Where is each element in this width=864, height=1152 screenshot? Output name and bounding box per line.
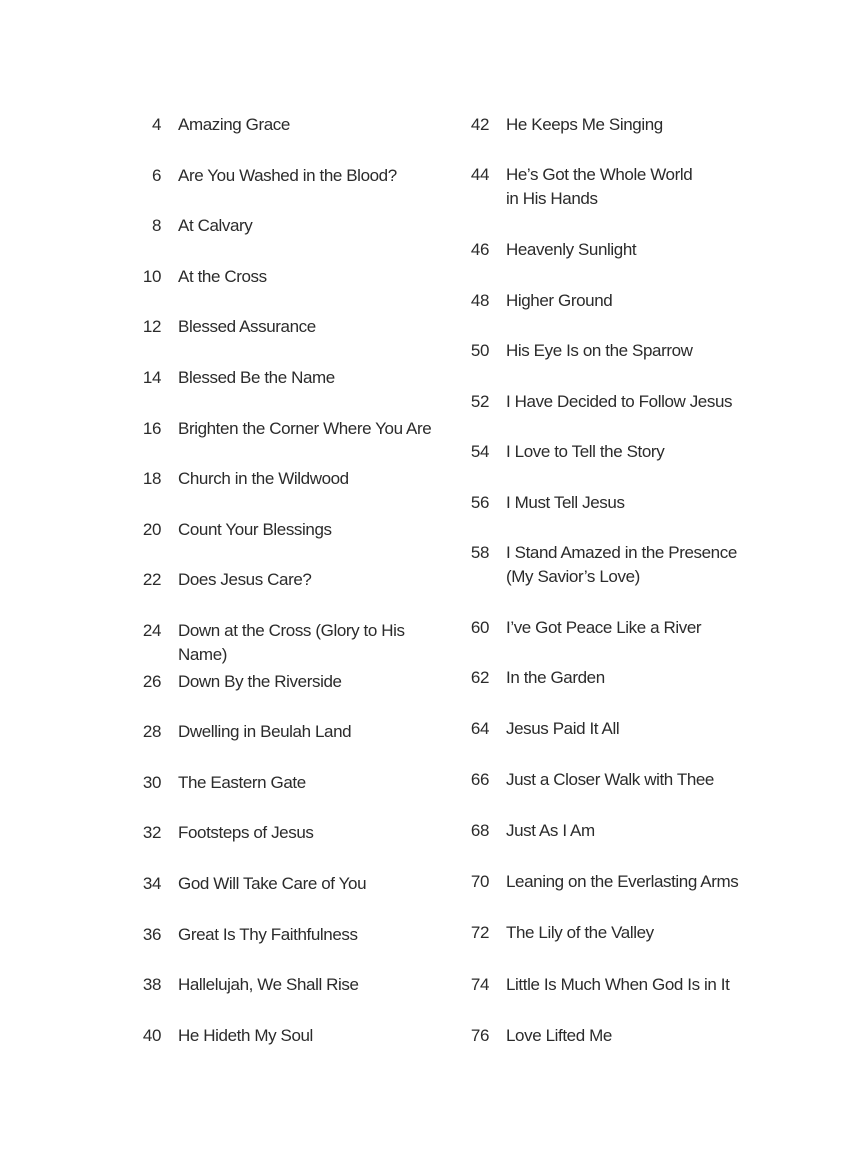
page-number: 50 — [470, 341, 489, 360]
song-title: Just a Closer Walk with Thee — [506, 770, 714, 789]
song-title: Dwelling in Beulah Land — [178, 722, 352, 741]
song-title: His Eye Is on the Sparrow — [506, 341, 693, 360]
toc-entry — [463, 289, 612, 313]
song-title: Leaning on the Everlasting Arms — [506, 872, 739, 891]
page-number: 20 — [142, 520, 161, 539]
toc-entry — [463, 339, 693, 363]
song-title: Count Your Blessings — [178, 520, 332, 539]
song-title: Heavenly Sunlight — [506, 240, 637, 259]
song-title: Higher Ground — [506, 291, 613, 310]
page-number: 60 — [470, 618, 489, 637]
toc-entry — [135, 821, 313, 845]
page-number: 24 — [142, 621, 161, 640]
page-number: 10 — [142, 267, 161, 286]
song-title: Are You Washed in the Blood? — [178, 166, 397, 185]
page-number: 64 — [470, 719, 489, 738]
page-number: 54 — [470, 442, 489, 461]
page-number: 62 — [470, 668, 489, 687]
song-title: Love Lifted Me — [506, 1026, 612, 1045]
page-number: 74 — [470, 975, 489, 994]
page-number: 76 — [470, 1026, 489, 1045]
toc-entry — [463, 163, 692, 211]
toc-entry — [135, 1024, 313, 1048]
page-number: 44 — [470, 165, 489, 184]
toc-entry — [135, 265, 267, 289]
page-number: 56 — [470, 493, 489, 512]
page-number: 48 — [470, 291, 489, 310]
toc-entry — [463, 238, 636, 262]
toc-entry — [463, 870, 738, 894]
page-number: 6 — [151, 166, 161, 185]
song-title: God Will Take Care of You — [178, 874, 367, 893]
page-number: 34 — [142, 874, 161, 893]
page-number: 14 — [142, 368, 161, 387]
song-title: Little Is Much When God Is in It — [506, 975, 730, 994]
page-number: 70 — [470, 872, 489, 891]
toc-entry — [135, 973, 359, 997]
page-number: 16 — [142, 419, 161, 438]
toc-entry — [463, 541, 737, 589]
page-number: 42 — [470, 115, 489, 134]
toc-entry — [463, 491, 625, 515]
toc-entry — [463, 616, 701, 640]
song-title: Does Jesus Care? — [178, 570, 312, 589]
song-title: I Love to Tell the Story — [506, 442, 665, 461]
song-title: Jesus Paid It All — [506, 719, 620, 738]
song-title: Brighten the Corner Where You Are — [178, 419, 432, 438]
song-title: I Stand Amazed in the Presence (My Savior’s Love) — [506, 543, 737, 586]
toc-entry — [135, 164, 397, 188]
page-number: 36 — [142, 925, 161, 944]
toc-entry — [135, 417, 431, 441]
page-number: 72 — [470, 923, 489, 942]
toc-entry — [135, 467, 349, 491]
toc-entry — [135, 923, 358, 947]
song-title: He Keeps Me Singing — [506, 115, 663, 134]
toc-entry — [135, 518, 332, 542]
song-title: He’s Got the Whole World in His Hands — [506, 165, 693, 208]
toc-entry — [463, 921, 654, 945]
page-number: 66 — [470, 770, 489, 789]
song-title: Down By the Riverside — [178, 672, 342, 691]
toc-entry — [463, 768, 714, 792]
song-title: Hallelujah, We Shall Rise — [178, 975, 359, 994]
page-number: 32 — [142, 823, 161, 842]
page-number: 8 — [151, 216, 161, 235]
page-number: 30 — [142, 773, 161, 792]
toc-entry — [135, 670, 342, 694]
page-number: 52 — [470, 392, 489, 411]
toc-entry — [135, 720, 351, 744]
song-title: Great Is Thy Faithfulness — [178, 925, 358, 944]
song-title: The Lily of the Valley — [506, 923, 654, 942]
toc-entry — [135, 113, 290, 137]
song-title: I Must Tell Jesus — [506, 493, 625, 512]
toc-entry — [463, 666, 605, 690]
page-number: 38 — [142, 975, 161, 994]
page-number: 40 — [142, 1026, 161, 1045]
toc-entry — [135, 771, 306, 795]
toc-entry — [463, 819, 595, 843]
song-title: He Hideth My Soul — [178, 1026, 313, 1045]
toc-entry — [463, 1024, 612, 1048]
song-title: The Eastern Gate — [178, 773, 306, 792]
song-title: Just As I Am — [506, 821, 595, 840]
toc-entry — [135, 366, 335, 390]
page-number: 46 — [470, 240, 489, 259]
toc-entry — [463, 113, 663, 137]
toc-entry — [135, 214, 252, 238]
page-number: 18 — [142, 469, 161, 488]
song-title: At the Cross — [178, 267, 267, 286]
toc-entry — [135, 619, 445, 667]
toc-entry — [463, 440, 664, 464]
page-number: 12 — [142, 317, 161, 336]
toc-entry — [135, 872, 366, 896]
song-title: Blessed Be the Name — [178, 368, 335, 387]
page-number: 22 — [142, 570, 161, 589]
toc-entry — [463, 717, 619, 741]
song-title: I’ve Got Peace Like a River — [506, 618, 702, 637]
song-title: Church in the Wildwood — [178, 469, 349, 488]
page-number: 58 — [470, 543, 489, 562]
toc-entry — [135, 568, 311, 592]
page-number: 28 — [142, 722, 161, 741]
page-number: 68 — [470, 821, 489, 840]
song-title: I Have Decided to Follow Jesus — [506, 392, 733, 411]
toc-entry — [135, 315, 316, 339]
page-number: 26 — [142, 672, 161, 691]
song-title: Down at the Cross (Glory to His Name) — [178, 621, 405, 664]
song-title: Footsteps of Jesus — [178, 823, 314, 842]
song-title: In the Garden — [506, 668, 605, 687]
song-title: At Calvary — [178, 216, 253, 235]
page-number: 4 — [151, 115, 161, 134]
toc-entry — [463, 390, 732, 414]
toc-entry — [463, 973, 729, 997]
song-title: Blessed Assurance — [178, 317, 316, 336]
song-title: Amazing Grace — [178, 115, 290, 134]
